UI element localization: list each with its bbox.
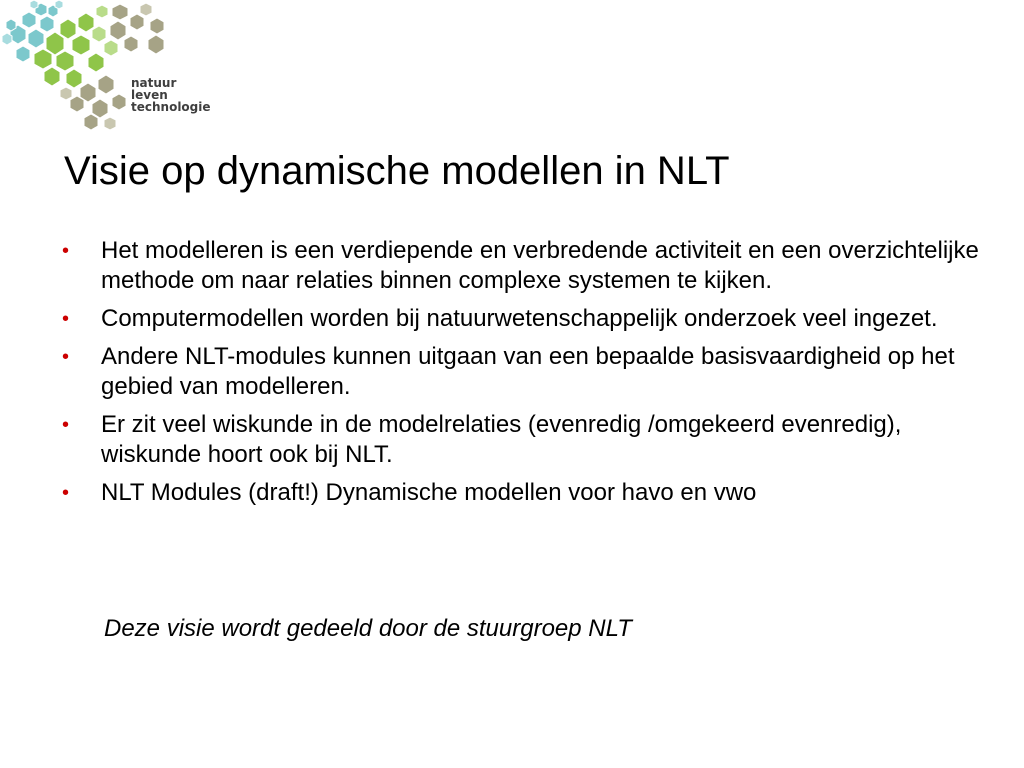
bullet-text: Computermodellen worden bij natuurwetenschappelijk onderzoek veel ingezet.	[101, 305, 938, 332]
bullet-item	[60, 478, 980, 508]
logo-wordmark	[131, 77, 211, 113]
bullet-dot-icon: •	[62, 346, 70, 368]
slide-title: Visie op dynamische modellen in NLT	[64, 149, 730, 193]
bullet-dot-icon: •	[62, 240, 70, 262]
bullet-dot-icon: •	[62, 482, 70, 504]
bullet-item	[60, 304, 980, 334]
hexagon-cluster-logo-graphic	[0, 0, 175, 135]
nlt-logo	[0, 0, 240, 135]
bullet-dot-icon: •	[62, 414, 70, 436]
bullet-item	[60, 410, 980, 470]
logo-word-technologie: technologie	[131, 100, 211, 114]
bullet-item	[60, 342, 980, 402]
bullet-dot-icon: •	[62, 308, 70, 330]
bullet-text: Andere NLT-modules kunnen uitgaan van een bepaalde basisvaardigheid op het gebied van modelleren.	[101, 343, 955, 400]
bullet-text: Het modelleren is een verdiepende en verbredende activiteit en een overzichtelijke methode om naar relaties binnen complexe systemen te kijken.	[101, 237, 979, 294]
bullet-item	[60, 236, 980, 296]
logo-word-natuur: natuur	[131, 76, 177, 90]
bullet-text: NLT Modules (draft!) Dynamische modellen voor havo en vwo	[101, 479, 757, 506]
logo-word-leven: leven	[131, 88, 168, 102]
bullet-list	[60, 236, 980, 516]
bullet-text: Er zit veel wiskunde in de modelrelaties (evenredig /omgekeerd evenredig), wiskunde hoort ook bij NLT.	[101, 411, 902, 468]
footnote-statement: Deze visie wordt gedeeld door de stuurgroep NLT	[104, 615, 632, 642]
